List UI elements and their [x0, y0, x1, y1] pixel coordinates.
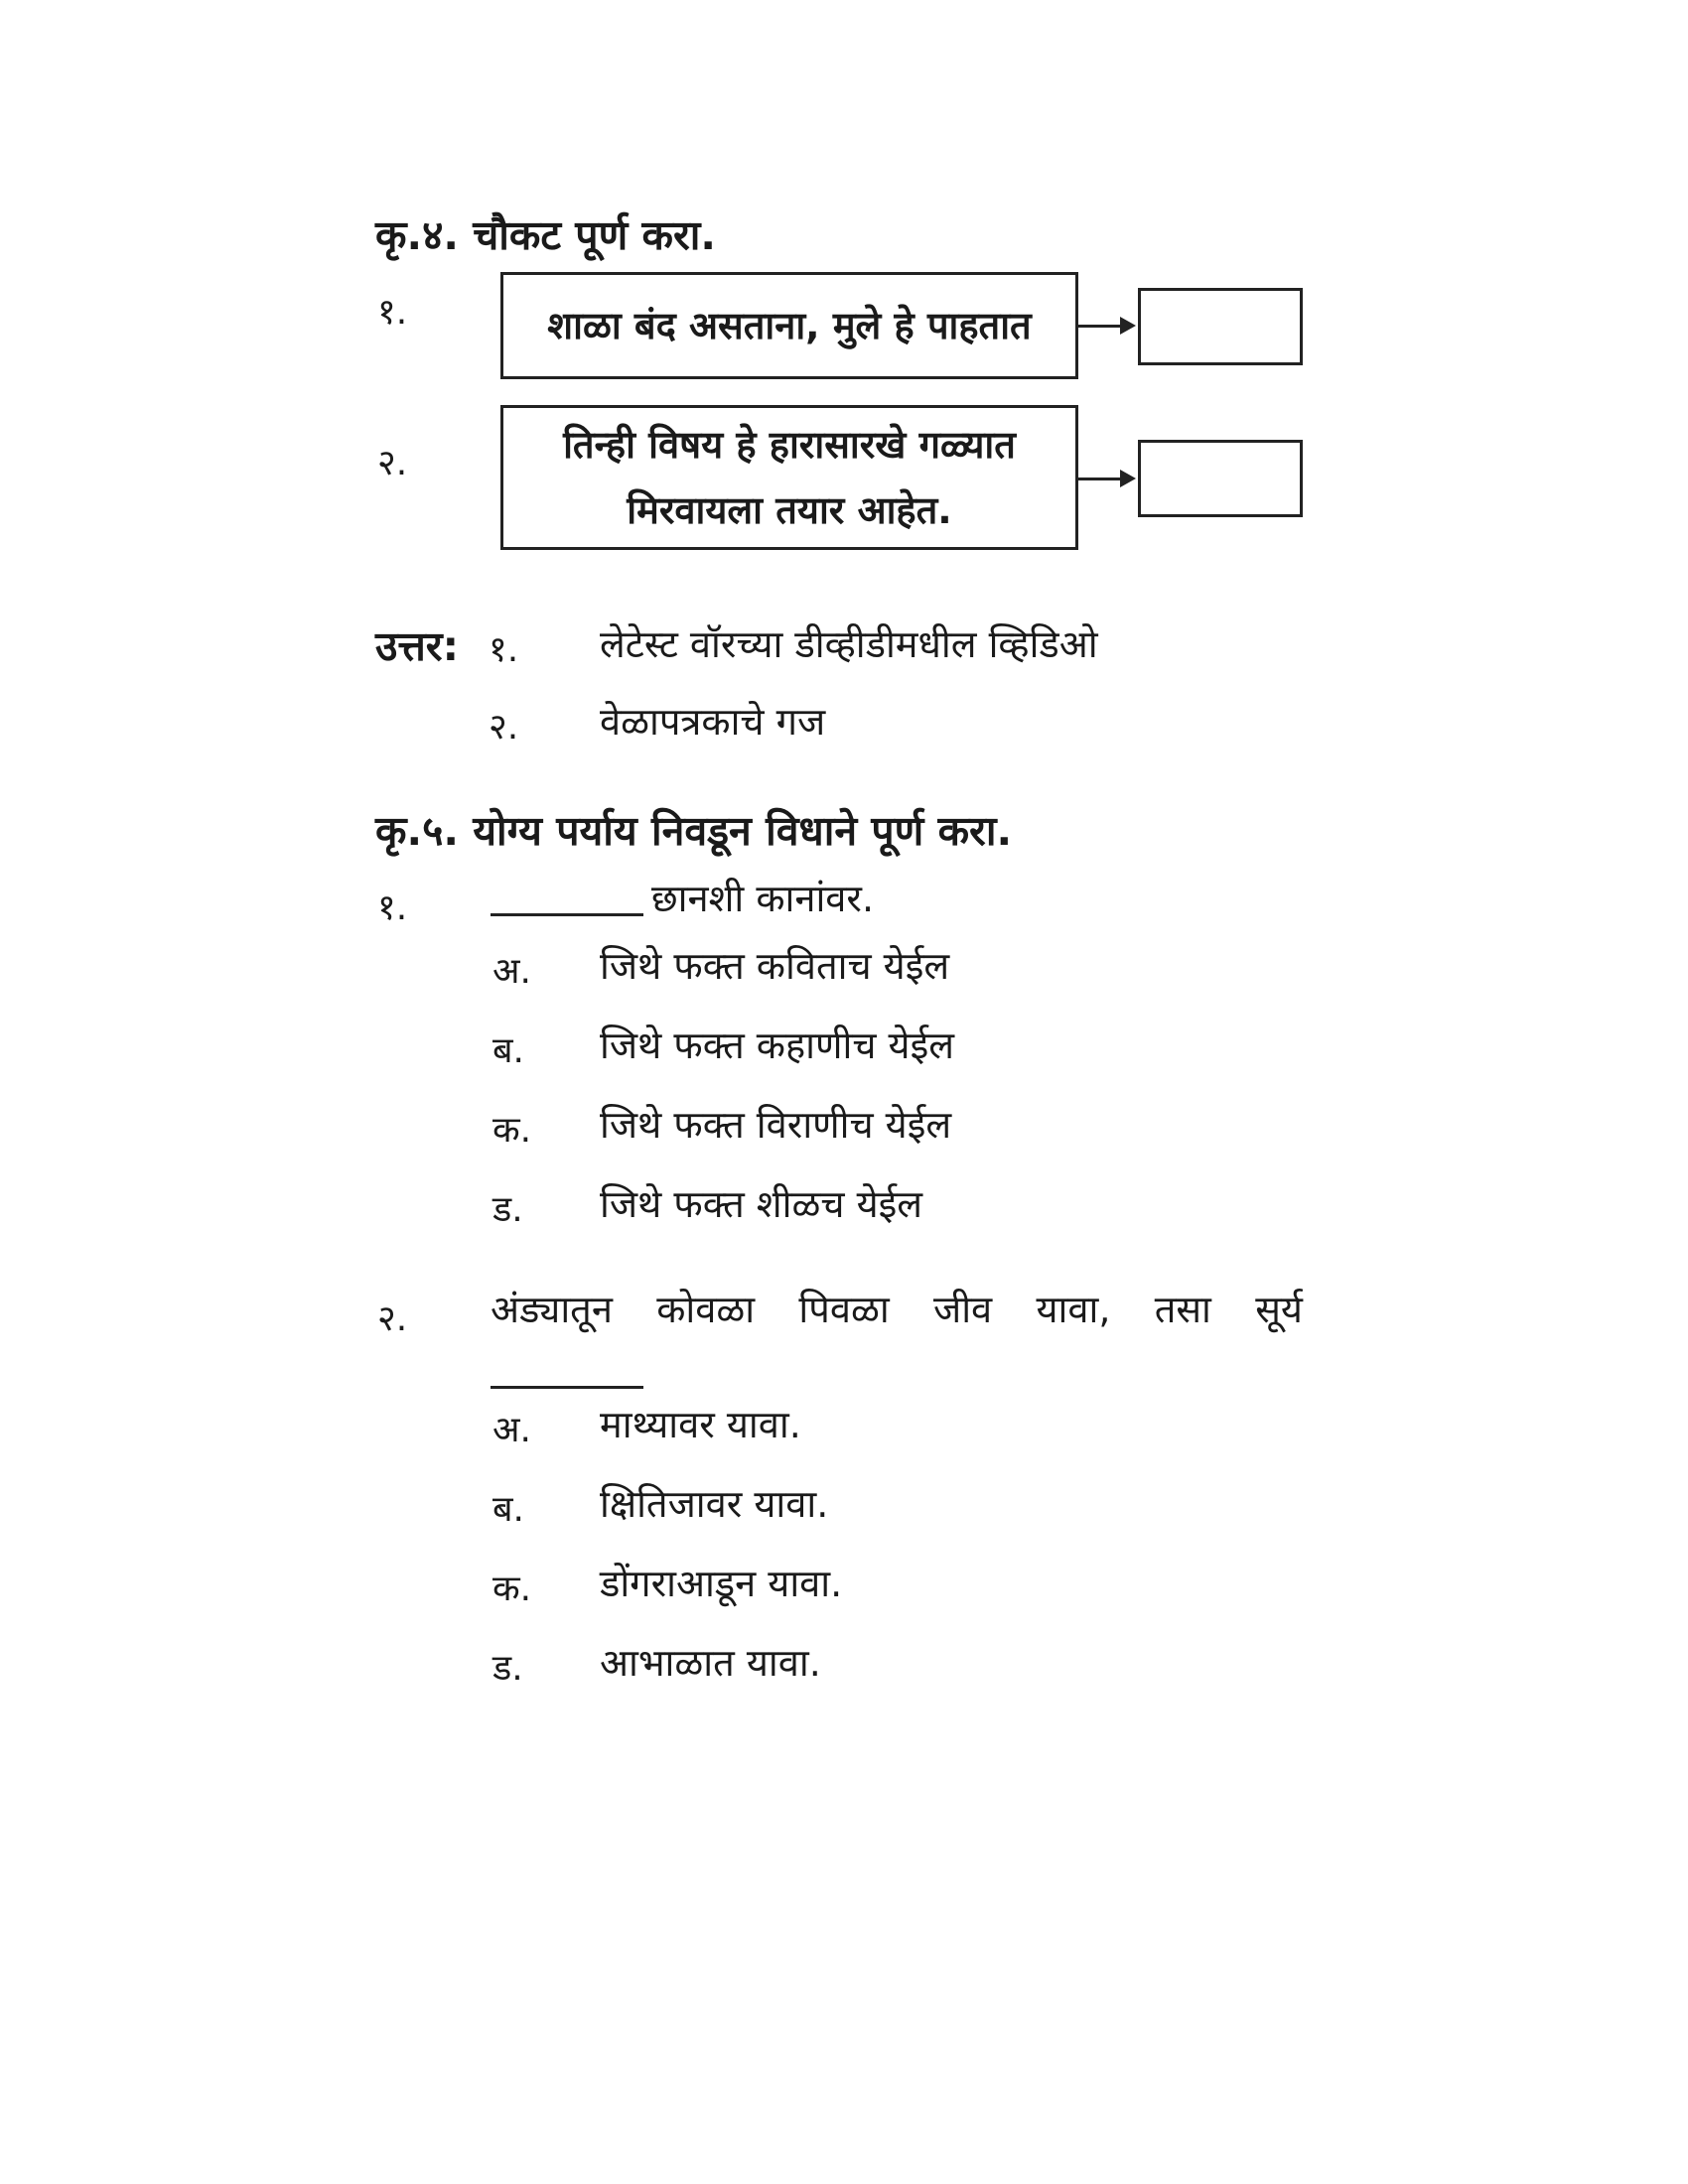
q4-item1-box-text: शाळा बंद असताना, मुले हे पाहतात [547, 304, 1032, 347]
q5-1-option-c-label: क. [492, 1110, 532, 1151]
q4-item1-number: १. [377, 292, 408, 333]
q5-1-stem: छानशी कानांवर. [651, 877, 875, 920]
q5-1-option-c-text: जिथे फक्त विराणीच येईल [600, 1103, 952, 1147]
q5-2-stem-word: तसा [1154, 1288, 1211, 1331]
q5-1-option-d-text: जिथे फक्त शीळच येईल [600, 1182, 923, 1226]
q5-1-option-a-text: जिथे फक्त कविताच येईल [600, 944, 950, 988]
q4-item2-answer-box [1138, 440, 1303, 517]
q4-item1-arrow [1078, 325, 1120, 328]
q5-2-option-c-label: क. [492, 1569, 532, 1609]
answer2-text: वेळापत्रकाचे गज [600, 700, 826, 744]
q4-item2-box-line1: तिन्ही विषय हे हारासारखे गळ्यात [563, 423, 1016, 467]
answer1-number: १. [489, 629, 519, 670]
q5-1-option-d-label: ड. [492, 1189, 523, 1230]
q5-2-stem [491, 1283, 1303, 1334]
answer1-text: लेटेस्ट वॉरच्या डीव्हीडीमधील व्हिडिओ [600, 622, 1098, 666]
q4-item1-answer-box [1138, 288, 1303, 365]
q5-2-stem-word: यावा, [1036, 1288, 1111, 1331]
q5-1-option-b-label: ब. [492, 1030, 524, 1071]
q5-2-stem-word: जीव [933, 1288, 993, 1331]
q4-item2-box [500, 405, 1078, 550]
q5-2-stem-word: कोवळा [656, 1288, 756, 1331]
q5-2-option-a-label: अ. [492, 1410, 531, 1450]
q4-item1-arrowhead [1120, 317, 1136, 335]
q5-2-stem-word: पिवळा [798, 1288, 890, 1331]
q5-2-option-a-text: माथ्यावर यावा. [600, 1403, 801, 1446]
q5-2-stem-word: सूर्य [1255, 1288, 1303, 1331]
q5-2-option-b-label: ब. [492, 1489, 524, 1530]
q5-1-option-a-label: अ. [492, 951, 531, 992]
q5-1-number: १. [377, 887, 408, 928]
q5-2-option-d-text: आभाळात यावा. [600, 1641, 821, 1685]
q5-1-option-b-text: जिथे फक्त कहाणीच येईल [600, 1024, 954, 1067]
q4-item2-number: २. [377, 443, 408, 483]
q5-2-blank [491, 1386, 643, 1389]
q5-2-option-b-text: क्षितिजावर यावा. [600, 1482, 829, 1526]
q5-1-blank [491, 913, 643, 916]
answer-label: उत्तर: [375, 622, 459, 670]
q5-2-number: २. [377, 1298, 408, 1339]
answer2-number: २. [489, 707, 519, 748]
q4-item1-box [500, 272, 1078, 379]
q4-heading: कृ.४. चौकट पूर्ण करा. [375, 211, 716, 259]
q5-2-option-c-text: डोंगराआडून यावा. [600, 1562, 843, 1605]
q4-item2-arrow [1078, 478, 1120, 480]
q4-item2-box-line2: मिरवायला तयार आहेत. [627, 488, 952, 532]
q4-item2-arrowhead [1120, 470, 1136, 487]
q5-2-stem-word: अंड्यातून [491, 1288, 613, 1331]
q5-heading: कृ.५. योग्य पर्याय निवडून विधाने पूर्ण करा. [375, 807, 1013, 855]
q5-2-option-d-label: ड. [492, 1648, 523, 1689]
